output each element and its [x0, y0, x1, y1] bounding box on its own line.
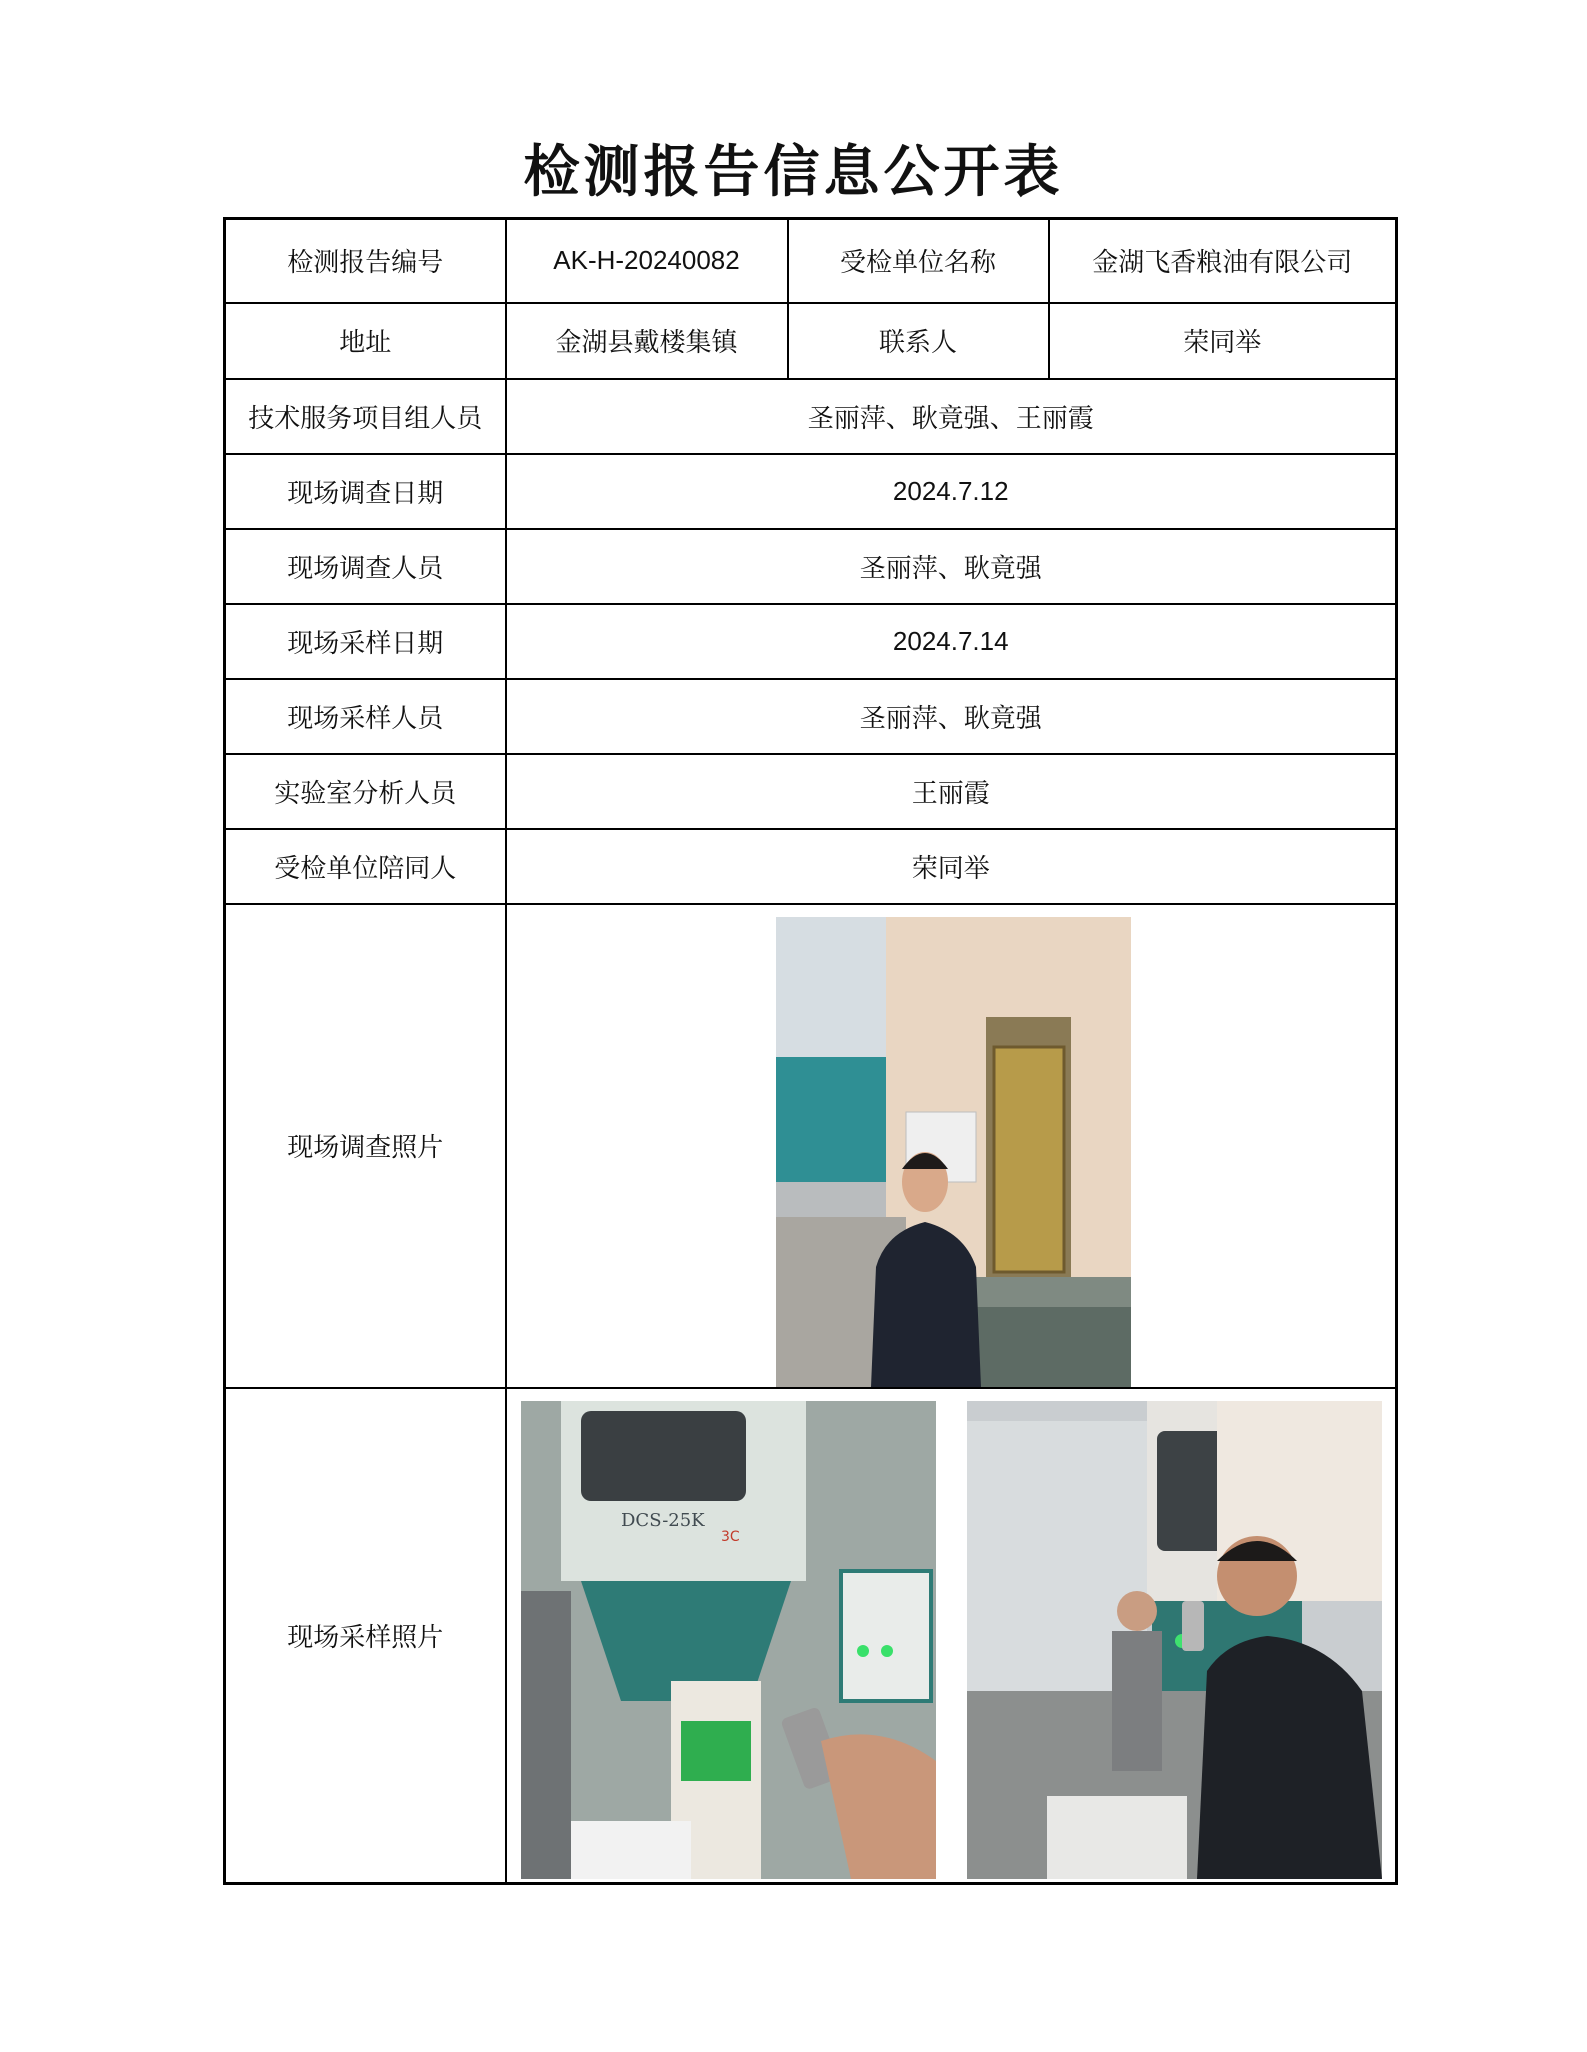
survey-staff-label: 现场调查人员 [225, 529, 506, 604]
escort-label: 受检单位陪同人 [225, 829, 506, 904]
sample-staff-value: 圣丽萍、耿竟强 [506, 679, 1397, 754]
report-no-label: 检测报告编号 [225, 219, 506, 303]
lab-staff-value: 王丽霞 [506, 754, 1397, 829]
unit-name-value: 金湖飞香粮油有限公司 [1049, 219, 1397, 303]
survey-photo [776, 917, 1131, 1387]
contact-value: 荣同举 [1049, 303, 1397, 379]
lab-staff-label: 实验室分析人员 [225, 754, 506, 829]
sample-staff-label: 现场采样人员 [225, 679, 506, 754]
address-value: 金湖县戴楼集镇 [506, 303, 788, 379]
report-no-value: AK-H-20240082 [506, 219, 788, 303]
sampling-photo-2 [967, 1401, 1382, 1879]
address-label: 地址 [225, 303, 506, 379]
escort-value: 荣同举 [506, 829, 1397, 904]
survey-staff-value: 圣丽萍、耿竟强 [506, 529, 1397, 604]
team-label: 技术服务项目组人员 [225, 379, 506, 454]
machine-cert-text: 3C [721, 1529, 740, 1545]
sample-photo-label: 现场采样照片 [225, 1388, 506, 1884]
sample-date-label: 现场采样日期 [225, 604, 506, 679]
team-value: 圣丽萍、耿竟强、王丽霞 [506, 379, 1397, 454]
survey-photo-label: 现场调查照片 [225, 904, 506, 1388]
sampling-photo-1 [521, 1401, 936, 1879]
survey-date-value: 2024.7.12 [506, 454, 1397, 529]
contact-label: 联系人 [788, 303, 1049, 379]
page-title: 检测报告信息公开表 [523, 139, 1064, 205]
unit-name-label: 受检单位名称 [788, 219, 1049, 303]
machine-model-text: DCS-25K [621, 1510, 705, 1531]
survey-date-label: 现场调查日期 [225, 454, 506, 529]
sample-date-value: 2024.7.14 [506, 604, 1397, 679]
